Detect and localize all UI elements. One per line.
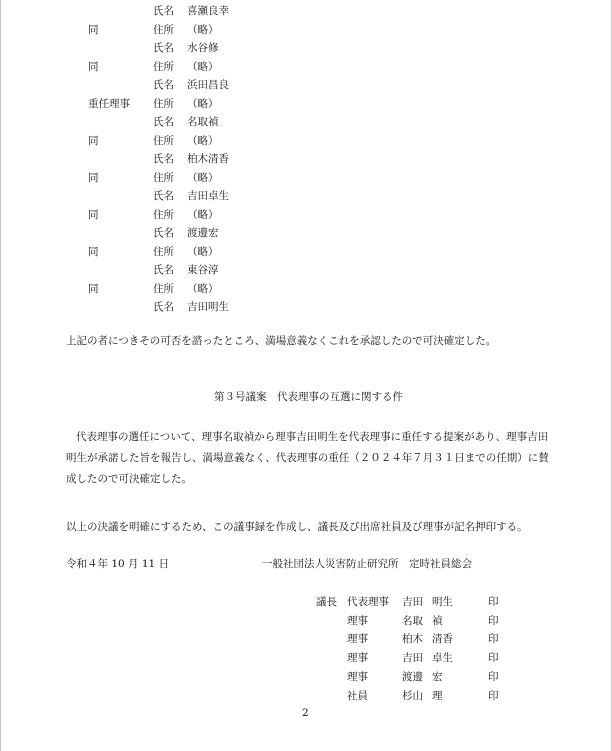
seal-mark: 印 (488, 596, 499, 608)
signature-given-name: 禎 (432, 614, 443, 627)
address-value: （略） (187, 60, 219, 73)
agenda-3-body: 代表理事の選任について、理事名取禎から理事吉田明生を代表理事に重任する提案があり、理事吉田明生が承諾した旨を報告し、満場意義なく、代表理事の重任（２０２４年７月３１日までの任期）に賛成したので可決確定した。 (66, 431, 549, 485)
officer-name: 喜瀬良幸 (187, 5, 229, 17)
signature-given-name: 卓生 (432, 652, 453, 665)
officer-name: 東谷淳 (187, 264, 219, 276)
meeting-date: 令和４年 10 月 11 日 (66, 558, 170, 570)
seal-mark: 印 (488, 670, 499, 683)
seal-mark: 印 (488, 633, 499, 646)
signature-given-name: 清香 (432, 633, 453, 646)
organization-name: 一般社団法人災害防止研究所 定時社員総会 (262, 558, 472, 570)
name-label: 氏名 (153, 5, 174, 17)
officer-role: 同 (88, 171, 99, 184)
signature-row (0, 670, 612, 684)
signature-position: 理事 (347, 652, 368, 665)
signature-surname: 吉田 (402, 596, 423, 608)
name-label: 氏名 (153, 153, 174, 165)
address-label: 住所 (153, 208, 174, 221)
page-number: 2 (302, 707, 309, 719)
signature-row (0, 595, 612, 609)
signature-surname: 杉山 (402, 689, 423, 702)
signature-title: 議長 (316, 596, 337, 608)
officer-role: 同 (88, 208, 99, 221)
signature-surname: 渡邊 (402, 670, 423, 683)
agenda-3-title: 第３号議案 代表理事の互選に関する件 (214, 391, 403, 403)
address-label: 住所 (153, 97, 174, 110)
address-value: （略） (187, 134, 219, 147)
name-label: 氏名 (153, 116, 174, 128)
address-label: 住所 (153, 245, 174, 258)
officer-name: 吉田卓生 (187, 190, 229, 202)
signature-position: 代表理事 (347, 596, 389, 608)
address-label: 住所 (153, 134, 174, 147)
officer-name: 水谷修 (187, 42, 219, 54)
officer-role: 同 (88, 23, 99, 36)
address-value: （略） (187, 245, 219, 258)
officer-role: 同 (88, 134, 99, 147)
officer-role: 同 (88, 245, 99, 258)
signature-row (0, 689, 612, 703)
address-label: 住所 (153, 60, 174, 73)
address-value: （略） (187, 97, 219, 110)
address-value: （略） (187, 23, 219, 36)
address-value: （略） (187, 282, 219, 295)
name-label: 氏名 (153, 264, 174, 276)
officer-role: 重任理事 (88, 97, 130, 110)
name-label: 氏名 (153, 79, 174, 91)
signature-row (0, 651, 612, 665)
signature-position: 理事 (347, 670, 368, 683)
approval-statement: 上記の者につきその可否を諮ったところ、満場意義なくこれを承認したので可決確定した。 (66, 335, 497, 347)
name-label: 氏名 (153, 301, 174, 313)
address-label: 住所 (153, 23, 174, 36)
signature-surname: 吉田 (402, 652, 423, 665)
signature-given-name: 理 (432, 689, 443, 702)
officer-name: 渡邊宏 (187, 227, 219, 239)
name-label: 氏名 (153, 227, 174, 239)
officer-role: 同 (88, 282, 99, 295)
officer-role: 同 (88, 60, 99, 73)
name-label: 氏名 (153, 190, 174, 202)
address-label: 住所 (153, 171, 174, 184)
officer-name: 浜田昌良 (187, 79, 229, 91)
closing-statement: 以上の決議を明確にするため、この議事録を作成し、議長及び出席社員及び理事が記名押印する。 (66, 521, 528, 533)
address-label: 住所 (153, 282, 174, 295)
signature-position: 理事 (347, 633, 368, 646)
signature-position: 社員 (347, 689, 368, 702)
seal-mark: 印 (488, 689, 499, 702)
signature-position: 理事 (347, 614, 368, 627)
signature-surname: 柏木 (402, 633, 423, 646)
seal-mark: 印 (488, 652, 499, 665)
signature-row (0, 632, 612, 646)
name-label: 氏名 (153, 42, 174, 54)
address-value: （略） (187, 171, 219, 184)
officer-name: 吉田明生 (187, 301, 229, 313)
officer-name: 柏木清香 (187, 153, 229, 165)
seal-mark: 印 (488, 614, 499, 627)
address-value: （略） (187, 208, 219, 221)
signature-given-name: 宏 (432, 670, 443, 683)
signature-row (0, 614, 612, 628)
officer-name: 名取禎 (187, 116, 219, 128)
signature-surname: 名取 (402, 614, 423, 627)
signature-given-name: 明生 (432, 596, 453, 608)
